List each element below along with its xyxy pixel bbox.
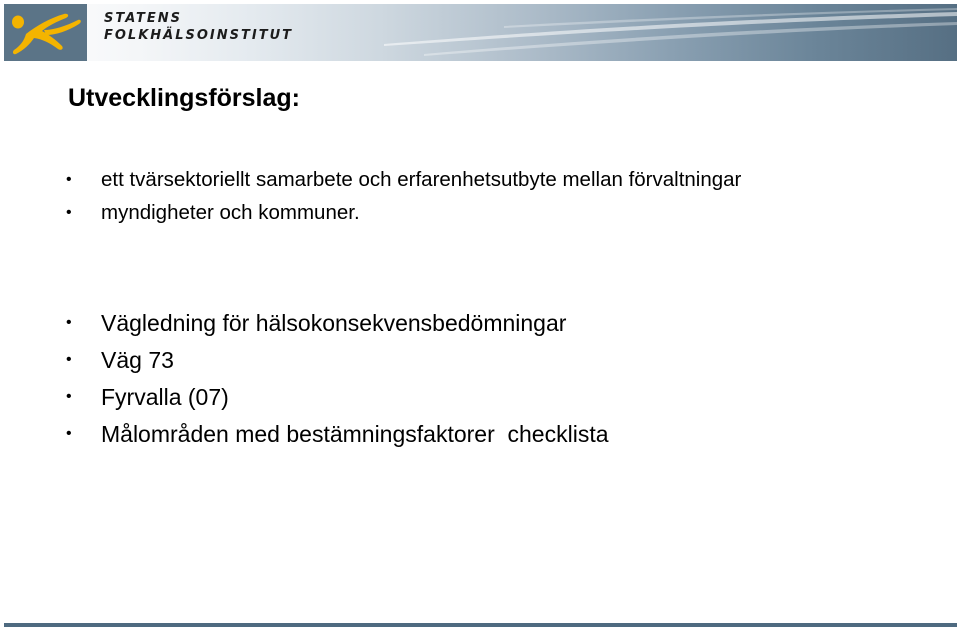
bullet-item [64,198,784,227]
bullet-text: Väg 73 [101,347,174,373]
bullet-text: ett tvärsektoriellt samarbete och erfarenhetsutbyte mellan förvaltningar [101,168,742,191]
bullet-dot: • [66,425,72,442]
bullet-dot: • [66,351,72,368]
brand-name [104,10,293,44]
bullet-text: myndigheter och kommuner. [101,201,360,224]
decorative-streaks [384,4,957,61]
bullet-item [64,418,784,450]
bullet-item [64,381,784,413]
bullet-dot: • [66,171,72,188]
bullet-item [64,307,784,339]
footer-divider [4,623,957,627]
bullet-item [64,344,784,376]
bullet-text: Fyrvalla (07) [101,384,229,410]
brand-line-2: FOLKHÄLSOINSTITUT [104,28,294,43]
bullet-dot: • [66,204,72,221]
bullet-dot: • [66,314,72,331]
bullet-dot: • [66,388,72,405]
bullet-list-1 [64,165,784,231]
bullet-item [64,165,784,194]
slide-title: Utvecklingsförslag: [68,84,301,112]
bullet-text: Målområden med bestämningsfaktorer checklista [101,421,609,447]
brand-line-1: STATENS [104,11,183,26]
bullet-list-2 [64,307,784,455]
logo [4,4,87,61]
header-banner [4,4,957,61]
leaping-figure-icon [4,4,87,61]
bullet-text: Vägledning för hälsokonsekvensbedömningar [101,310,567,336]
